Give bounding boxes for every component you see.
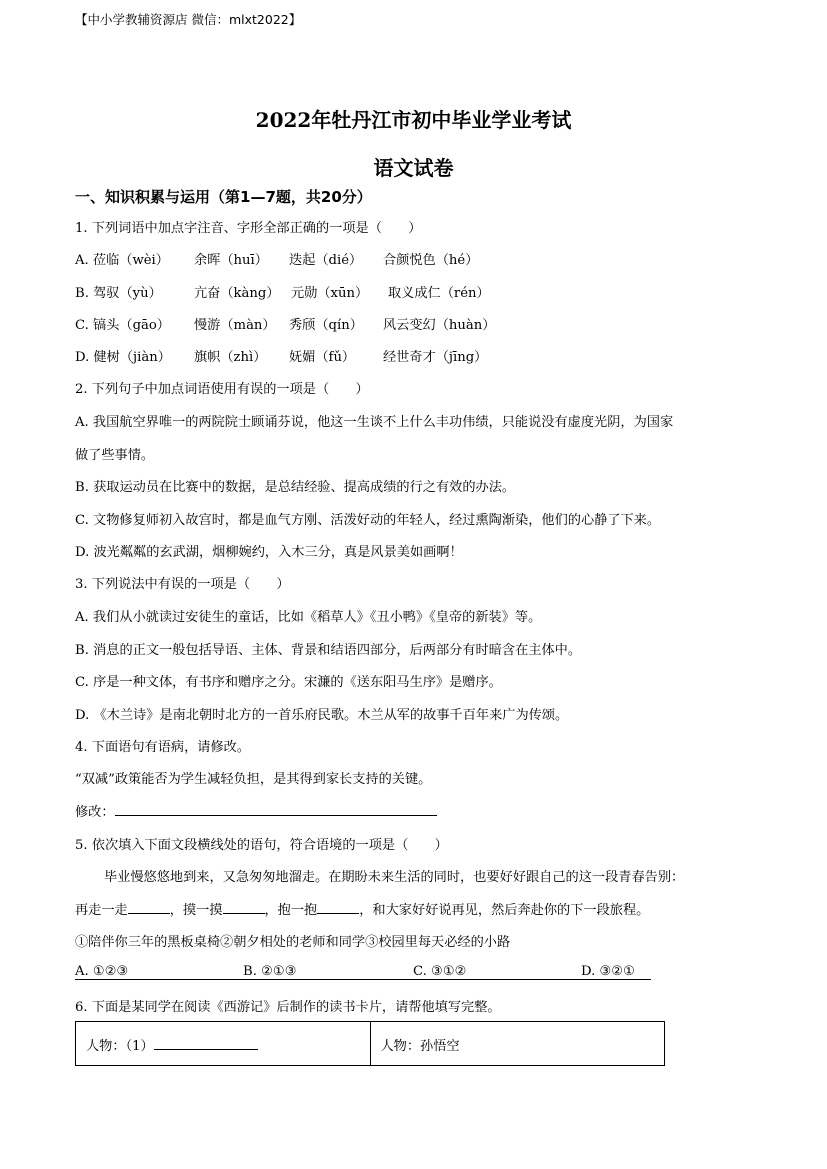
- q5-passage-2d: ，和大家好好说再见，然后奔赴你的下一段旅程。: [359, 903, 650, 918]
- q1-option-d-1: D. 健树（jiàn）: [75, 350, 171, 365]
- q5-option-d: D. ③②①: [581, 964, 651, 980]
- q1-option-c-2: 慢游（màn）: [194, 318, 276, 333]
- q5-passage-2a: 再走一走: [75, 903, 128, 918]
- card-answer-blank[interactable]: [154, 1035, 258, 1050]
- q5-option-a: A. ①②③: [75, 964, 243, 980]
- reading-card-table: [75, 1021, 665, 1066]
- q1-option-c-3: 秀颀（qín）: [289, 318, 363, 333]
- q2-option-b: B. 获取运动员在比赛中的数据，是总结经验、提高成绩的行之有效的办法。: [75, 480, 516, 495]
- q5-passage-2b: ，摸一摸: [169, 903, 223, 918]
- q1-option-c-4: 风云变幻（huàn）: [383, 318, 496, 333]
- q2-option-d: D. 波光粼粼的玄武湖，烟柳婉约，入木三分，真是风景美如画啊！: [75, 545, 463, 560]
- q4-answer-blank[interactable]: [115, 801, 437, 816]
- exam-title: 2022年牡丹江市初中毕业学业考试: [255, 108, 572, 132]
- card-cell-character-2: [371, 1022, 665, 1065]
- q2-stem: 2. 下列句子中加点词语使用有误的一项是（ ）: [75, 382, 369, 397]
- q1-option-a-4: 合颜悦色（hé）: [383, 253, 479, 268]
- q1-option-a-3: 迭起（dié）: [289, 253, 363, 268]
- card-cell-2-label: 人物：孙悟空: [380, 1039, 460, 1054]
- q1-option-b-3: 元勋（xūn）: [291, 286, 369, 301]
- q5-passage-1: 毕业慢悠悠地到来，又急匆匆地溜走。在期盼未来生活的同时，也要好好跟自己的这一段青春告别：: [104, 870, 685, 885]
- q5-blank-3[interactable]: [317, 899, 359, 914]
- q1-option-c-1: C. 镐头（gāo）: [75, 318, 170, 333]
- q5-stem: 5. 依次填入下面文段横线处的语句，符合语境的一项是（ ）: [75, 838, 448, 853]
- q3-option-b: B. 消息的正文一般包括导语、主体、背景和结语四部分，后两部分有时暗含在主体中。: [75, 643, 582, 658]
- q5-passage-2: [75, 899, 649, 918]
- q1-option-b-2: 亢奋（kàng）: [194, 286, 280, 301]
- q3-option-d: D. 《木兰诗》是南北朝时北方的一首乐府民歌。木兰从军的故事千百年来广为传颂。: [75, 708, 569, 723]
- q2-option-a-cont: 做了些事情。: [75, 448, 155, 463]
- q1-option-d-4: 经世奇才（jīng）: [383, 350, 488, 365]
- q6-stem: 6. 下面是某同学在阅读《西游记》后制作的读书卡片，请帮他填写完整。: [75, 1000, 501, 1015]
- exam-subtitle: 语文试卷: [373, 156, 454, 180]
- q1-option-b-1: B. 驾驭（yù）: [75, 286, 162, 301]
- q5-option-c: C. ③①②: [413, 964, 581, 980]
- q3-option-a: A. 我们从小就读过安徒生的童话，比如《稻草人》《丑小鸭》《皇帝的新装》等。: [75, 610, 542, 625]
- q4-fix-row: [75, 801, 437, 820]
- q5-option-b: B. ②①③: [243, 964, 413, 980]
- q5-blank-2[interactable]: [223, 899, 265, 914]
- q1-option-d-2: 旗帜（zhì）: [194, 350, 267, 365]
- q1-option-a-1: A. 莅临（wèi）: [75, 253, 169, 268]
- q2-option-c: C. 文物修复师初入故宫时，都是血气方刚、活泼好动的年轻人，经过熏陶渐染，他们的心静了下来。: [75, 513, 661, 528]
- q1-option-b-4: 取义成仁（rén）: [388, 286, 490, 301]
- section-heading: 一、知识积累与运用（第1—7题，共20分）: [75, 188, 372, 206]
- q1-option-d-3: 妩媚（fǔ）: [289, 350, 356, 365]
- card-cell-character-1: [76, 1022, 371, 1065]
- q1-stem: 1. 下列词语中加点字注音、字形全部正确的一项是（ ）: [75, 221, 422, 236]
- q5-passage-2c: ，抱一抱: [264, 903, 318, 918]
- q5-items: ①陪伴你三年的黑板桌椅②朝夕相处的老师和同学③校园里每天必经的小路: [75, 935, 511, 950]
- q5-blank-1[interactable]: [128, 899, 170, 914]
- card-cell-1-label: 人物：（1）: [86, 1039, 154, 1054]
- q2-option-a: A. 我国航空界唯一的两院院士顾诵芬说，他这一生谈不上什么丰功伟绩，只能说没有虚度光阴，为国家: [75, 415, 674, 430]
- q3-option-c: C. 序是一种文体，有书序和赠序之分。宋濂的《送东阳马生序》是赠序。: [75, 675, 502, 690]
- q4-fix-label: 修改：: [75, 805, 115, 820]
- q3-stem: 3. 下列说法中有误的一项是（ ）: [75, 577, 290, 592]
- q4-sentence: “双减”政策能否为学生减轻负担，是其得到家长支持的关键。: [75, 772, 432, 787]
- page-header: 【中小学教辅资源店 微信：mlxt2022】: [75, 12, 302, 27]
- q4-stem: 4. 下面语句有语病，请修改。: [75, 740, 251, 755]
- q1-option-a-2: 余晖（huī）: [194, 253, 268, 268]
